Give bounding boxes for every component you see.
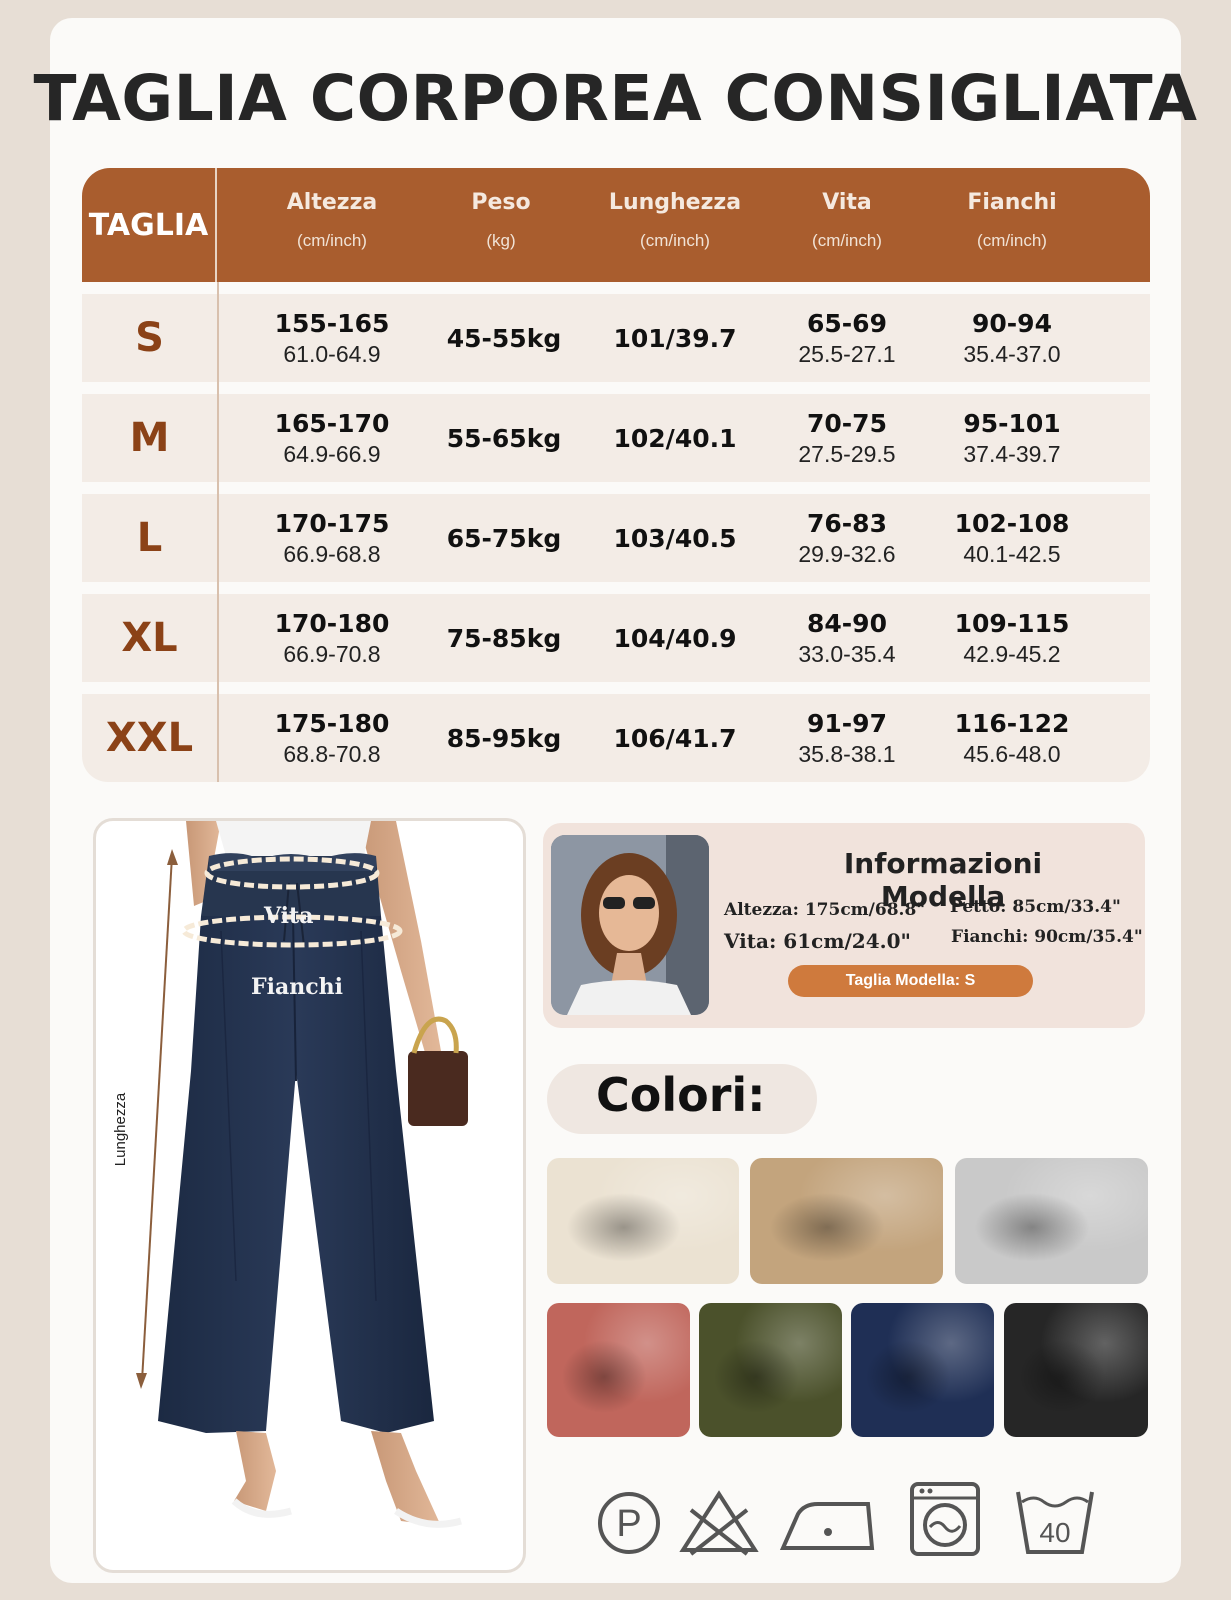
cell-peso: 75-85kg bbox=[446, 623, 562, 653]
size-label: L bbox=[136, 515, 163, 561]
color-swatch-navy[interactable] bbox=[851, 1303, 994, 1437]
svg-text:40: 40 bbox=[1039, 1517, 1071, 1548]
header-vita: Vita (cm/inch) bbox=[812, 190, 882, 250]
iron-icon bbox=[778, 1490, 878, 1556]
size-label: XL bbox=[121, 615, 178, 661]
cell-lunghezza: 103/40.5 bbox=[613, 523, 737, 553]
cell-vita: 76-83 29.9-32.6 bbox=[798, 508, 896, 567]
cell-peso: 85-95kg bbox=[446, 723, 562, 753]
cell-altezza: 175-180 68.8-70.8 bbox=[274, 708, 390, 767]
dry-clean-p-icon bbox=[594, 1488, 664, 1558]
label-fianchi: Fianchi bbox=[251, 974, 343, 1000]
size-label: S bbox=[135, 315, 164, 361]
model-altezza: Altezza: 175cm/68.8" bbox=[724, 900, 926, 920]
cell-fianchi: 90-94 35.4-37.0 bbox=[963, 308, 1061, 367]
model-info-title: Informazioni Modella bbox=[843, 847, 1043, 913]
color-swatch-light-grey[interactable] bbox=[955, 1158, 1148, 1284]
header-peso: Peso (kg) bbox=[471, 190, 531, 250]
cell-lunghezza: 106/41.7 bbox=[613, 723, 737, 753]
model-info-card bbox=[543, 823, 1145, 1028]
cell-lunghezza: 102/40.1 bbox=[613, 423, 737, 453]
size-label: M bbox=[129, 415, 170, 461]
cell-fianchi: 116-122 45.6-48.0 bbox=[954, 708, 1070, 767]
cell-altezza: 155-165 61.0-64.9 bbox=[274, 308, 390, 367]
table-row bbox=[82, 494, 1150, 582]
table-row bbox=[82, 394, 1150, 482]
cell-vita: 65-69 25.5-27.1 bbox=[798, 308, 896, 367]
size-table bbox=[82, 168, 1150, 783]
size-label: XXL bbox=[105, 715, 194, 761]
model-photo bbox=[551, 835, 709, 1015]
cell-vita: 84-90 33.0-35.4 bbox=[798, 608, 896, 667]
table-row bbox=[82, 694, 1150, 782]
model-size-badge: Taglia Modella: S bbox=[788, 965, 1033, 997]
pants-diagram bbox=[93, 818, 526, 1573]
cell-peso: 55-65kg bbox=[446, 423, 562, 453]
cell-fianchi: 109-115 42.9-45.2 bbox=[954, 608, 1070, 667]
model-petto: Petto: 85cm/33.4" bbox=[950, 897, 1121, 917]
cell-peso: 65-75kg bbox=[446, 523, 562, 553]
table-row bbox=[82, 294, 1150, 382]
colors-heading: Colori: bbox=[596, 1068, 766, 1122]
cell-altezza: 170-180 66.9-70.8 bbox=[274, 608, 390, 667]
svg-text:P: P bbox=[616, 1503, 642, 1545]
header-taglia: TAGLIA bbox=[82, 168, 217, 282]
table-header bbox=[82, 168, 1150, 282]
model-vita: Vita: 61cm/24.0" bbox=[724, 929, 911, 953]
pants-illustration bbox=[96, 821, 526, 1573]
color-swatch-coral[interactable] bbox=[547, 1303, 690, 1437]
cell-peso: 45-55kg bbox=[446, 323, 562, 353]
wash-40-icon bbox=[1012, 1482, 1098, 1558]
header-lunghezza: Lunghezza (cm/inch) bbox=[608, 190, 742, 250]
page-title: TAGLIA CORPOREA CONSIGLIATA bbox=[33, 62, 1198, 135]
header-altezza: Altezza (cm/inch) bbox=[286, 190, 378, 250]
label-lunghezza: Lunghezza bbox=[112, 1092, 130, 1167]
color-swatch-cream[interactable] bbox=[547, 1158, 739, 1284]
table-row bbox=[82, 594, 1150, 682]
no-bleach-icon bbox=[677, 1488, 761, 1558]
model-fianchi: Fianchi: 90cm/35.4" bbox=[951, 927, 1143, 947]
column-divider bbox=[217, 282, 219, 782]
cell-fianchi: 102-108 40.1-42.5 bbox=[954, 508, 1070, 567]
cell-lunghezza: 101/39.7 bbox=[613, 323, 737, 353]
color-swatch-olive[interactable] bbox=[699, 1303, 842, 1437]
color-swatch-khaki[interactable] bbox=[750, 1158, 943, 1284]
cell-vita: 70-75 27.5-29.5 bbox=[798, 408, 896, 467]
cell-vita: 91-97 35.8-38.1 bbox=[798, 708, 896, 767]
cell-fianchi: 95-101 37.4-39.7 bbox=[963, 408, 1061, 467]
cell-altezza: 170-175 66.9-68.8 bbox=[274, 508, 390, 567]
label-vita: Vita bbox=[264, 903, 314, 929]
color-swatch-black[interactable] bbox=[1004, 1303, 1148, 1437]
cell-lunghezza: 104/40.9 bbox=[613, 623, 737, 653]
header-fianchi: Fianchi (cm/inch) bbox=[967, 190, 1057, 250]
length-arrow bbox=[142, 856, 172, 1381]
tumble-dry-icon bbox=[908, 1480, 982, 1558]
cell-altezza: 165-170 64.9-66.9 bbox=[274, 408, 390, 467]
